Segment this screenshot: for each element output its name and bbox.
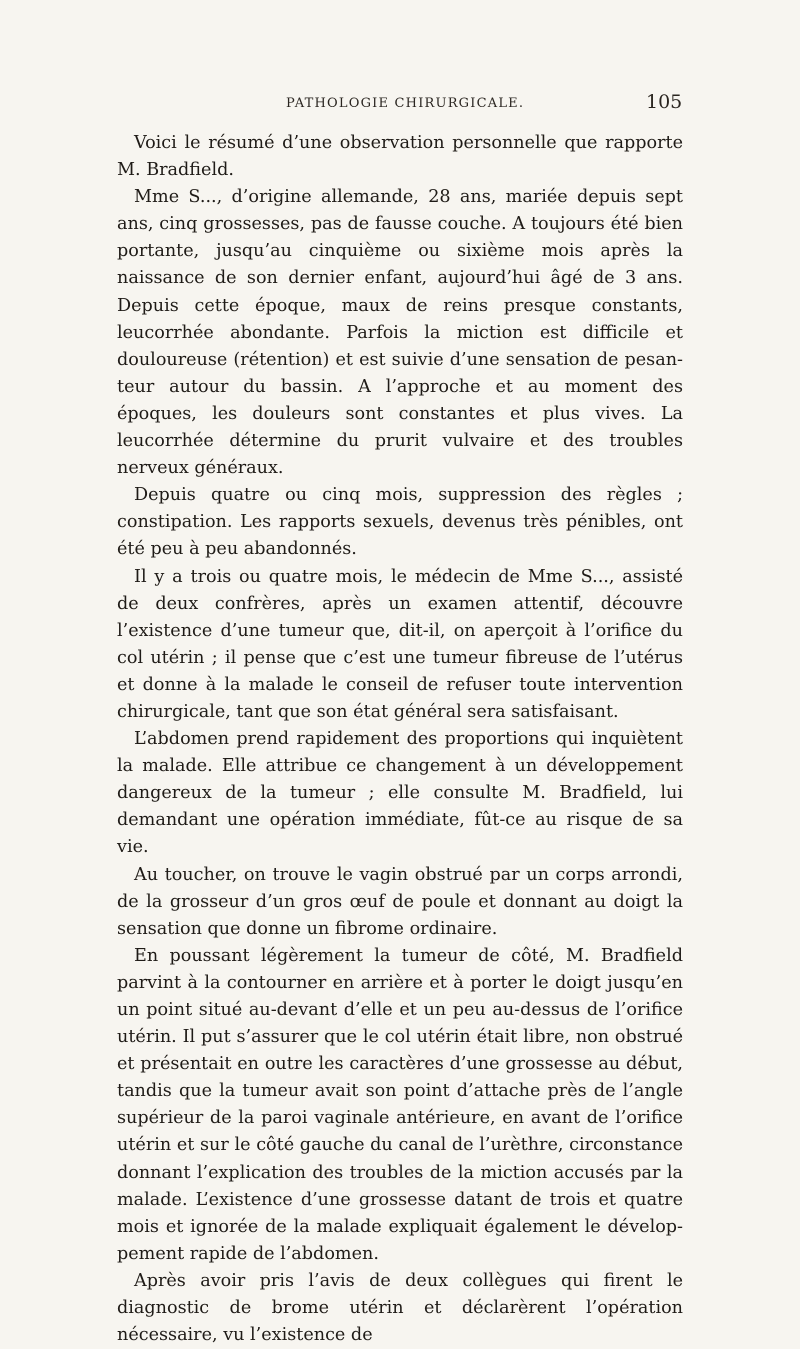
body-text: [117, 130, 683, 1349]
paragraph: En poussant légèrement la tumeur de côté, M. Bradfield parvint à la contourner en arrière et à porter le doigt jusqu’en un point situé au-devant d’elle et un peu au-dessus de l’orifice utérin. Il put s’assurer que le col utérin était libre, non obstrué et présentait en outre les caractères d’une grossesse au début, tandis que la tumeur avait son point d’attache près de l’angle supérieur de la paroi vaginale antérieure, en avant de l’orifice utérin et sur le côté gauche du canal de l’urèthre, circonstance donnant l’explication des troubles de la miction accusés par la malade. L’existence d’une grossesse datant de trois et quatre mois et ignorée de la malade expliquait également le développement rapide de l’abdomen.: [117, 945, 683, 1264]
paragraph: L’abdomen prend rapidement des proportions qui inquiètent la malade. Elle attribue ce changement à un développement dangereux de la tumeur ; elle consulte M. Bradfield, lui demandant une opération immédiate, fût-ce au risque de sa vie.: [117, 729, 683, 858]
running-title: PATHOLOGIE CHIRURGICALE.: [286, 96, 525, 111]
paragraph: Au toucher, on trouve le vagin obstrué par un corps arrondi, de la grosseur d’un gros œuf de poule et donnant au doigt la sensation que donne un fibrome ordinaire.: [117, 864, 683, 939]
paragraph: Depuis quatre ou cinq mois, suppression des règles ; constipation. Les rapports sexuels, devenus très pénibles, ont été peu à peu abandonnés.: [117, 485, 683, 560]
paragraph: Après avoir pris l’avis de deux collègues qui firent le diagnostic de brome utérin et déclarèrent l’opération nécessaire, vu l’existence de: [117, 1270, 683, 1346]
paragraph: Il y a trois ou quatre mois, le médecin de Mme S..., assisté de deux confrères, après un examen attentif, découvre l’existence d’une tumeur que, dit-il, on aperçoit à l’orifice du col utérin ; il pense que c’est une tumeur fibreuse de l’utérus et donne à la malade le conseil de refuser toute intervention chirurgicale, tant que son état général sera satisfaisant.: [117, 566, 683, 722]
page-number: 105: [646, 91, 683, 113]
paragraph: Mme S..., d’origine allemande, 28 ans, mariée depuis sept ans, cinq grossesses, pas de fausse couche. A toujours été bien portante, jusqu’au cinquième ou sixième mois après la naissance de son dernier enfant, aujourd’hui âgé de 3 ans. Depuis cette époque, maux de reins presque constants, leucorrhée abondante. Parfois la miction est difficile et douloureuse (rétention) et est suivie d’une sensation de pesanteur autour du bassin. A l’approche et au moment des époques, les douleurs sont constantes et plus vives. La leucorrhée détermine du prurit vulvaire et des troubles nerveux généraux.: [117, 187, 683, 479]
paragraph: Voici le résumé d’une observation personnelle que rapporte M. Bradfield.: [117, 133, 683, 181]
